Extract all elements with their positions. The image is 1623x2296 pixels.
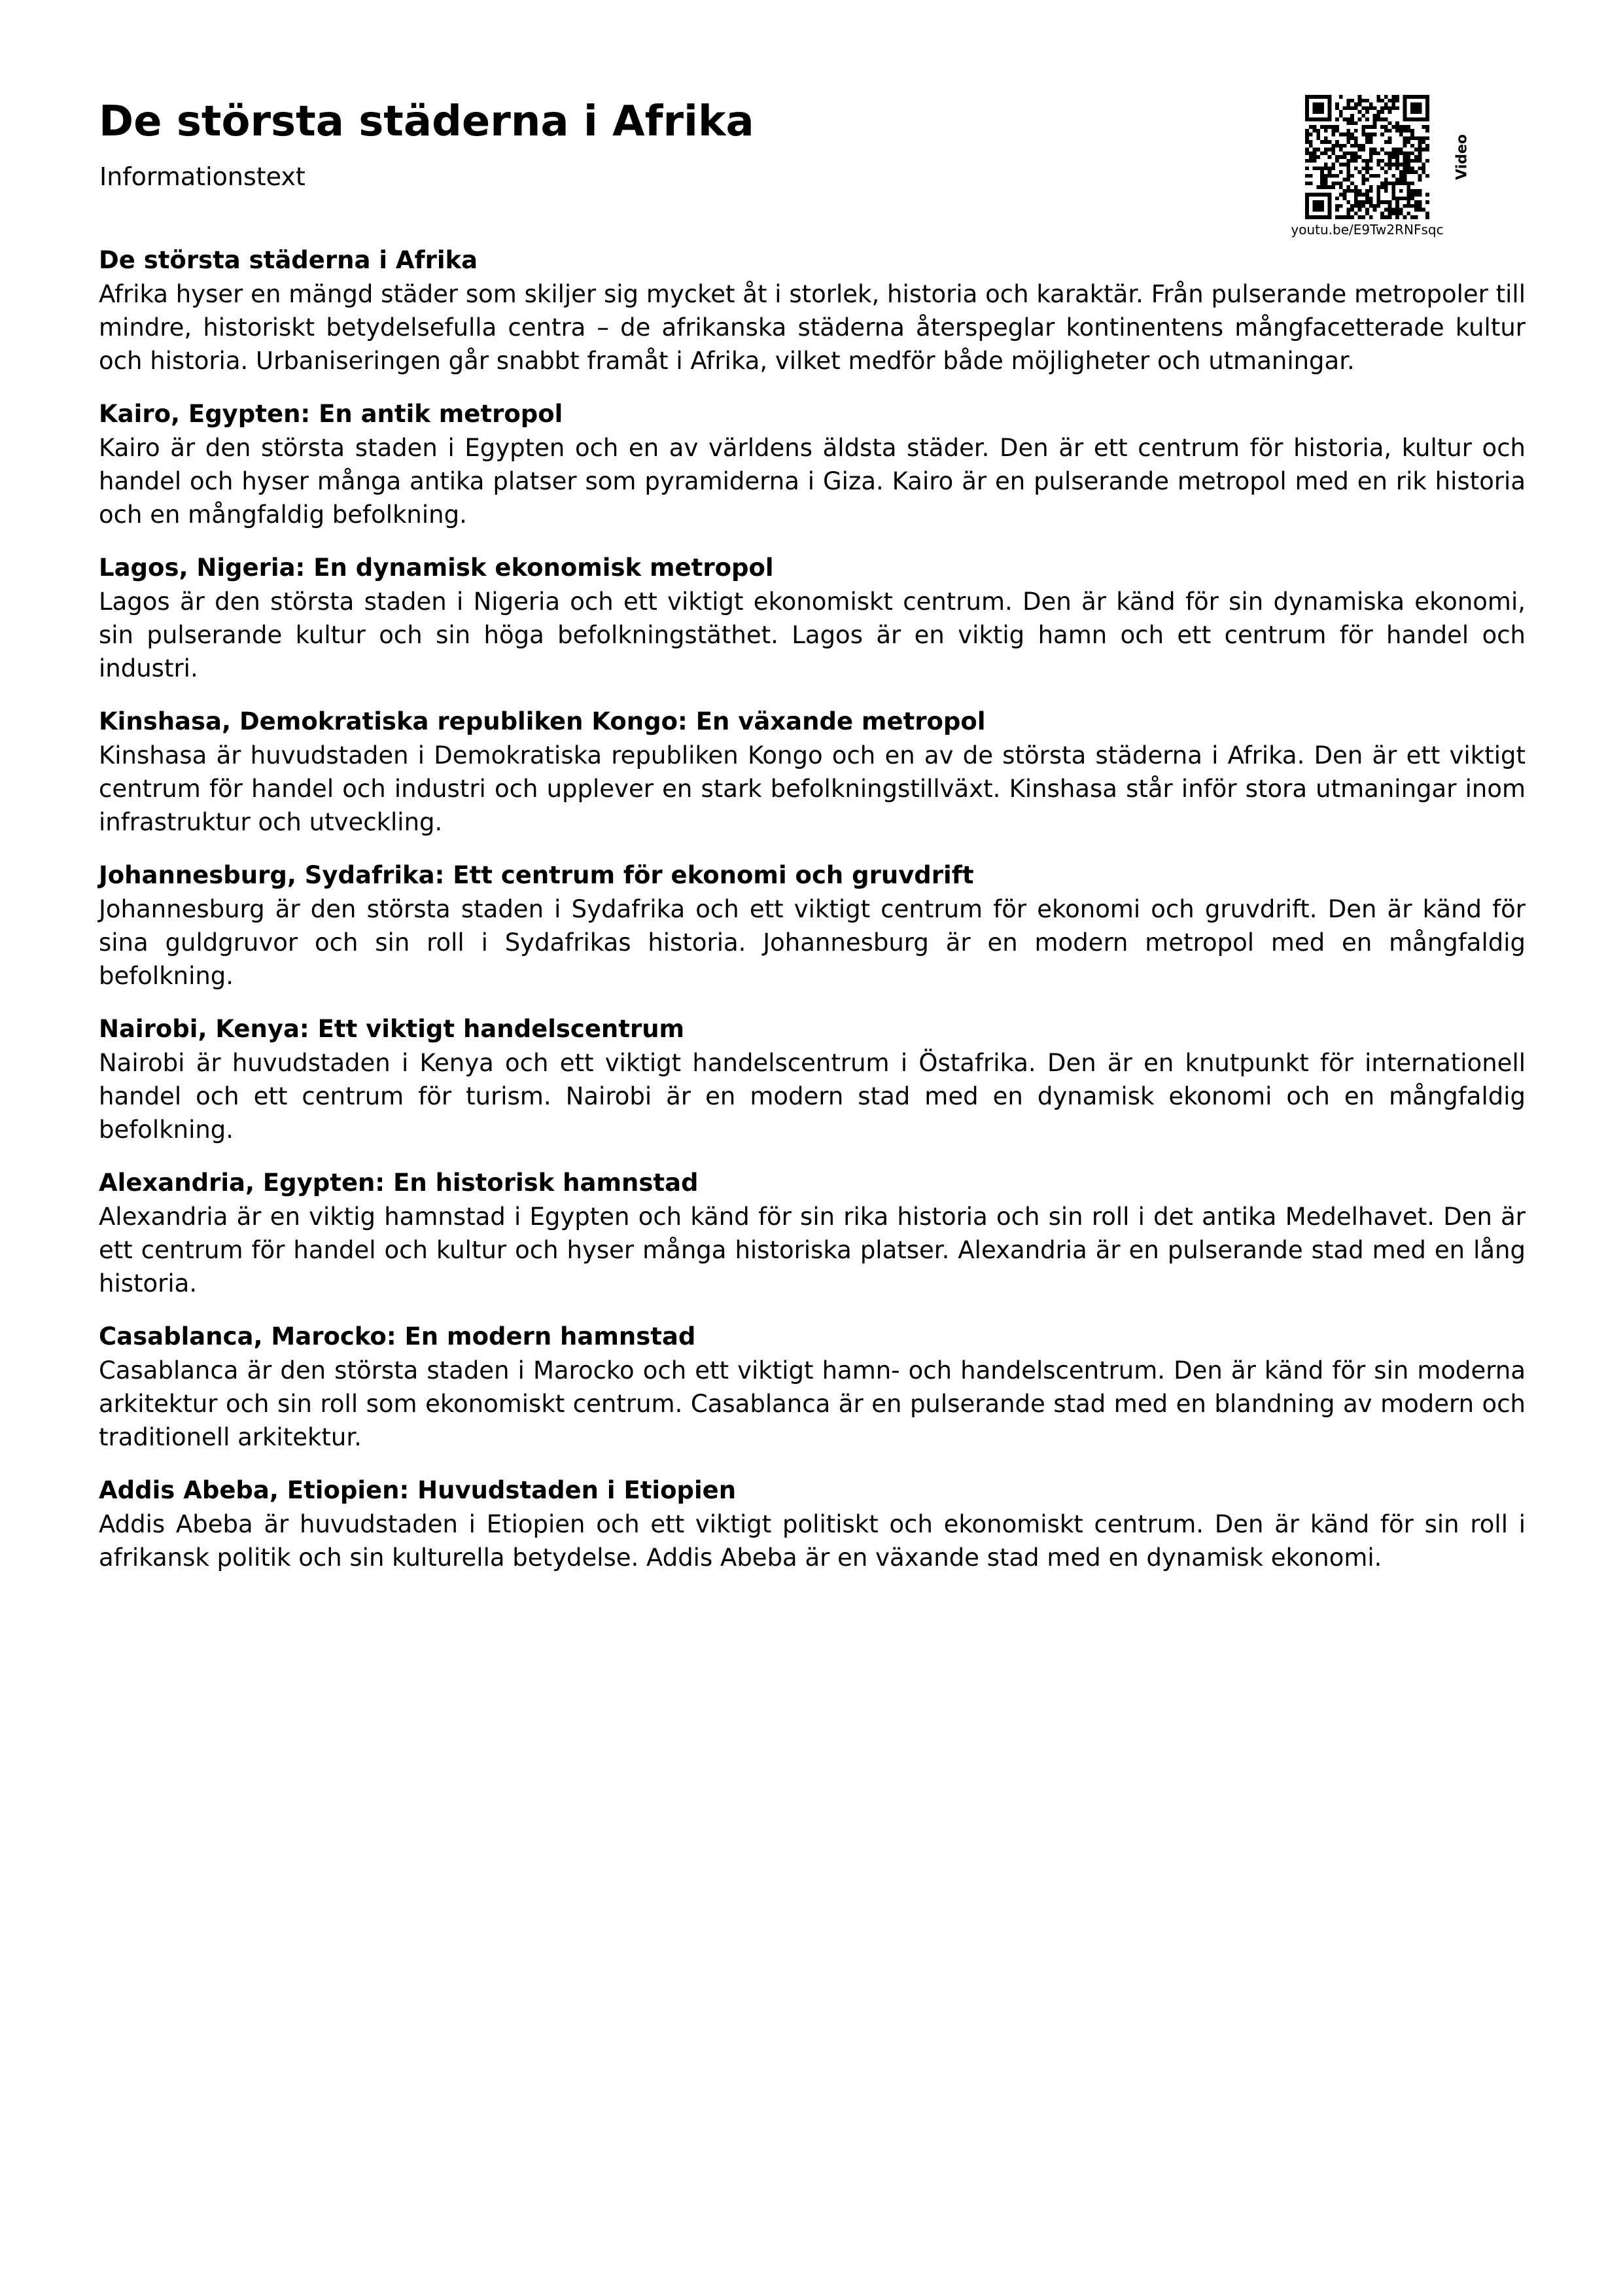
section-body: Kinshasa är huvudstaden i Demokratiska republiken Kongo och en av de största städerna i Afrika. Den är ett viktigt centrum för handel och industri och upplever en stark befolkningstillväxt. Kinshasa står inför stora utmaningar inom infrastruktur och utveckling.	[99, 741, 1526, 836]
section-heading: De största städerna i Afrika	[99, 246, 478, 274]
section-kairo	[99, 397, 1526, 531]
section-kinshasa	[99, 705, 1526, 839]
qr-code-icon[interactable]	[1305, 95, 1429, 219]
section-body: Casablanca är den största staden i Marocko och ett viktigt hamn- och handelscentrum. Den är känd för sin moderna arkitektur och sin roll som ekonomiskt centrum. Casablanca är en pulserande stad med en blandning av modern och traditionell arkitektur.	[99, 1356, 1526, 1451]
article	[99, 243, 1526, 1594]
section-johannesburg	[99, 858, 1526, 993]
section-heading: Johannesburg, Sydafrika: Ett centrum för ekonomi och gruvdrift	[99, 861, 974, 889]
section-heading: Nairobi, Kenya: Ett viktigt handelscentrum	[99, 1015, 685, 1043]
section-heading: Alexandria, Egypten: En historisk hamnstad	[99, 1169, 699, 1197]
video-label: Video	[1454, 134, 1471, 180]
section-heading: Casablanca, Marocko: En modern hamnstad	[99, 1322, 696, 1351]
section-heading: Lagos, Nigeria: En dynamisk ekonomisk metropol	[99, 554, 774, 582]
section-heading: Kairo, Egypten: En antik metropol	[99, 400, 563, 428]
section-body: Nairobi är huvudstaden i Kenya och ett viktigt handelscentrum i Östafrika. Den är en knutpunkt för internationell handel och ett centrum för turism. Nairobi är en modern stad med en dynamisk ekonomi och en mångfaldig befolkning.	[99, 1049, 1526, 1144]
qr-url[interactable]: youtu.be/E9Tw2RNFsqc	[1291, 222, 1444, 238]
section-body: Alexandria är en viktig hamnstad i Egypten och känd för sin rika historia och sin roll i det antika Medelhavet. Den är ett centrum för handel och kultur och hyser många historiska platser. Alexandria är en pulserande stad med en lång historia.	[99, 1203, 1526, 1298]
section-intro	[99, 243, 1526, 378]
section-heading: Kinshasa, Demokratiska republiken Kongo: En växande metropol	[99, 707, 986, 735]
section-body: Johannesburg är den största staden i Sydafrika och ett viktigt centrum för ekonomi och gruvdrift. Den är känd för sina guldgruvor och sin roll i Sydafrikas historia. Johannesburg är en modern metropol med en mångfaldig befolkning.	[99, 895, 1526, 990]
section-body: Afrika hyser en mängd städer som skiljer sig mycket åt i storlek, historia och karaktär. Från pulserande metropoler till mindre, historiskt betydelsefulla centra – de afrikanska städerna återspeglar kontinentens mångfacetterade kultur och historia. Urbaniseringen går snabbt framåt i Afrika, vilket medför både möjligheter och utmaningar.	[99, 280, 1526, 375]
section-nairobi	[99, 1012, 1526, 1146]
section-lagos	[99, 551, 1526, 685]
section-casablanca	[99, 1320, 1526, 1454]
section-heading: Addis Abeba, Etiopien: Huvudstaden i Etiopien	[99, 1476, 737, 1504]
section-alexandria	[99, 1166, 1526, 1300]
qr-video-link[interactable]	[1285, 95, 1482, 245]
section-body: Kairo är den största staden i Egypten och en av världens äldsta städer. Den är ett centrum för historia, kultur och handel och hyser många antika platser som pyramiderna i Giza. Kairo är en pulserande metropol med en rik historia och en mångfaldig befolkning.	[99, 434, 1526, 529]
section-body: Lagos är den största staden i Nigeria och ett viktigt ekonomiskt centrum. Den är känd för sin dynamiska ekonomi, sin pulserande kultur och sin höga befolkningstäthet. Lagos är en viktig hamn och ett centrum för handel och industri.	[99, 588, 1526, 682]
section-body: Addis Abeba är huvudstaden i Etiopien och ett viktigt politiskt och ekonomiskt centrum. Den är känd för sin roll i afrikansk politik och sin kulturella betydelse. Addis Abeba är en växande stad med en dynamisk ekonomi.	[99, 1510, 1526, 1572]
section-addis-abeba	[99, 1474, 1526, 1574]
page-subtitle: Informationstext	[99, 162, 305, 191]
page-title: De största städerna i Afrika	[99, 97, 754, 146]
